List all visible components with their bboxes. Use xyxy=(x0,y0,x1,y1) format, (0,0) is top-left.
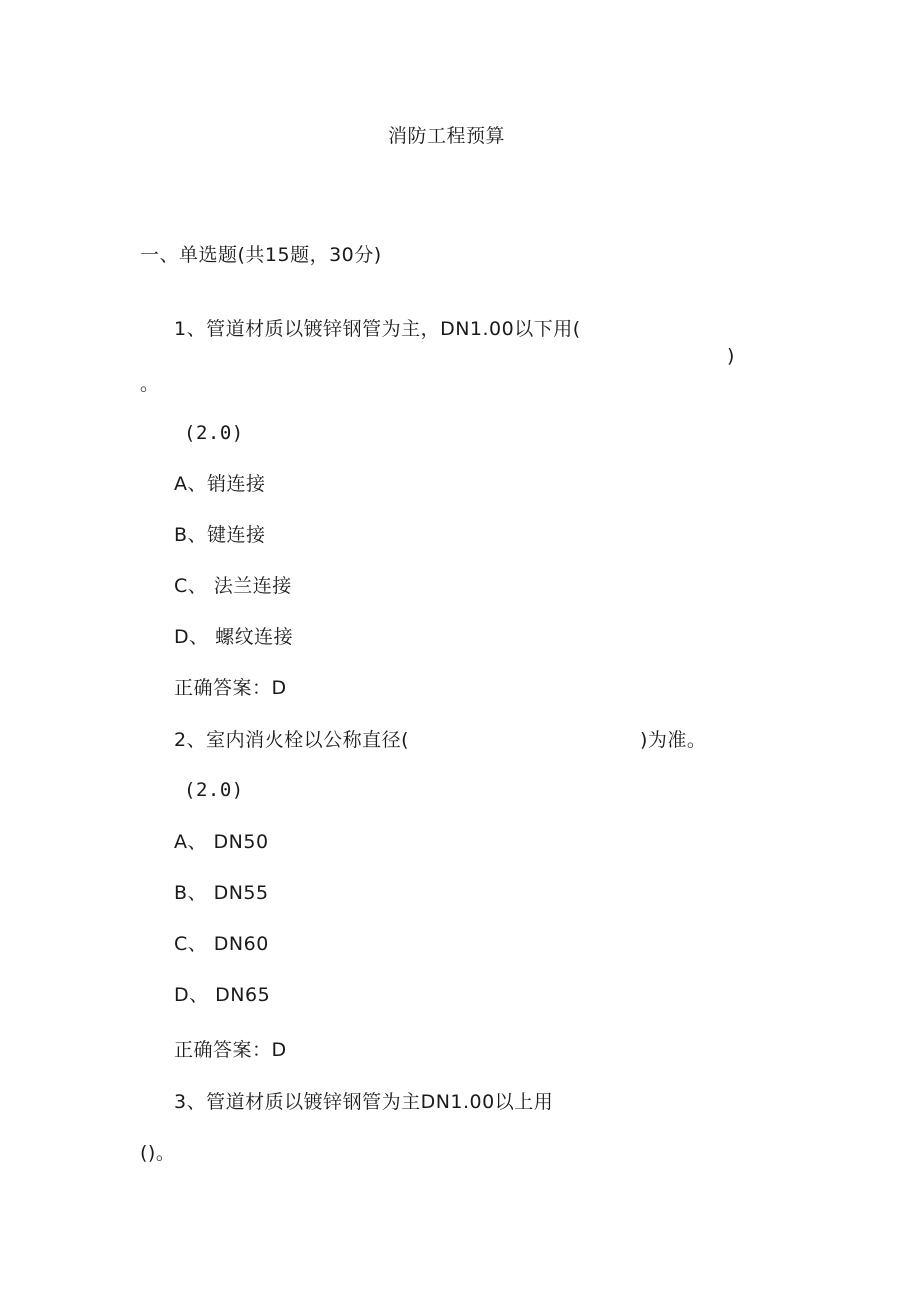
document-title: 消防工程预算 xyxy=(388,125,506,147)
question-1-option-b: B、键连接 xyxy=(174,524,266,546)
question-2-option-d: D、 DN65 xyxy=(174,984,271,1006)
question-1-score: (2.0) xyxy=(184,422,244,444)
question-1-option-d: D、 螺纹连接 xyxy=(174,626,294,648)
question-1-option-a: A、销连接 xyxy=(174,473,266,495)
question-1-stem: 1、管道材质以镀锌钢管为主，DN1.00以下用( xyxy=(174,318,581,340)
question-3-stem-tail: ()。 xyxy=(140,1142,176,1164)
question-2-option-c: C、 DN60 xyxy=(174,933,269,955)
question-2-stem-close: )为准。 xyxy=(640,729,707,751)
question-2-option-b: B、 DN55 xyxy=(174,882,269,904)
section-heading: 一、单选题(共15题，30分) xyxy=(140,244,382,266)
question-3-stem: 3、管道材质以镀锌钢管为主DN1.00以上用 xyxy=(174,1091,554,1113)
question-1-answer: 正确答案：D xyxy=(174,677,287,699)
question-2-option-a: A、 DN50 xyxy=(174,831,269,853)
question-1-stem-close: ) xyxy=(727,345,735,367)
question-2-answer: 正确答案：D xyxy=(174,1039,287,1061)
question-2-score: (2.0) xyxy=(184,779,244,801)
question-1-option-c: C、 法兰连接 xyxy=(174,575,292,597)
question-2-stem: 2、室内消火栓以公称直径( xyxy=(174,729,410,751)
question-1-stem-tail: 。 xyxy=(140,373,160,395)
